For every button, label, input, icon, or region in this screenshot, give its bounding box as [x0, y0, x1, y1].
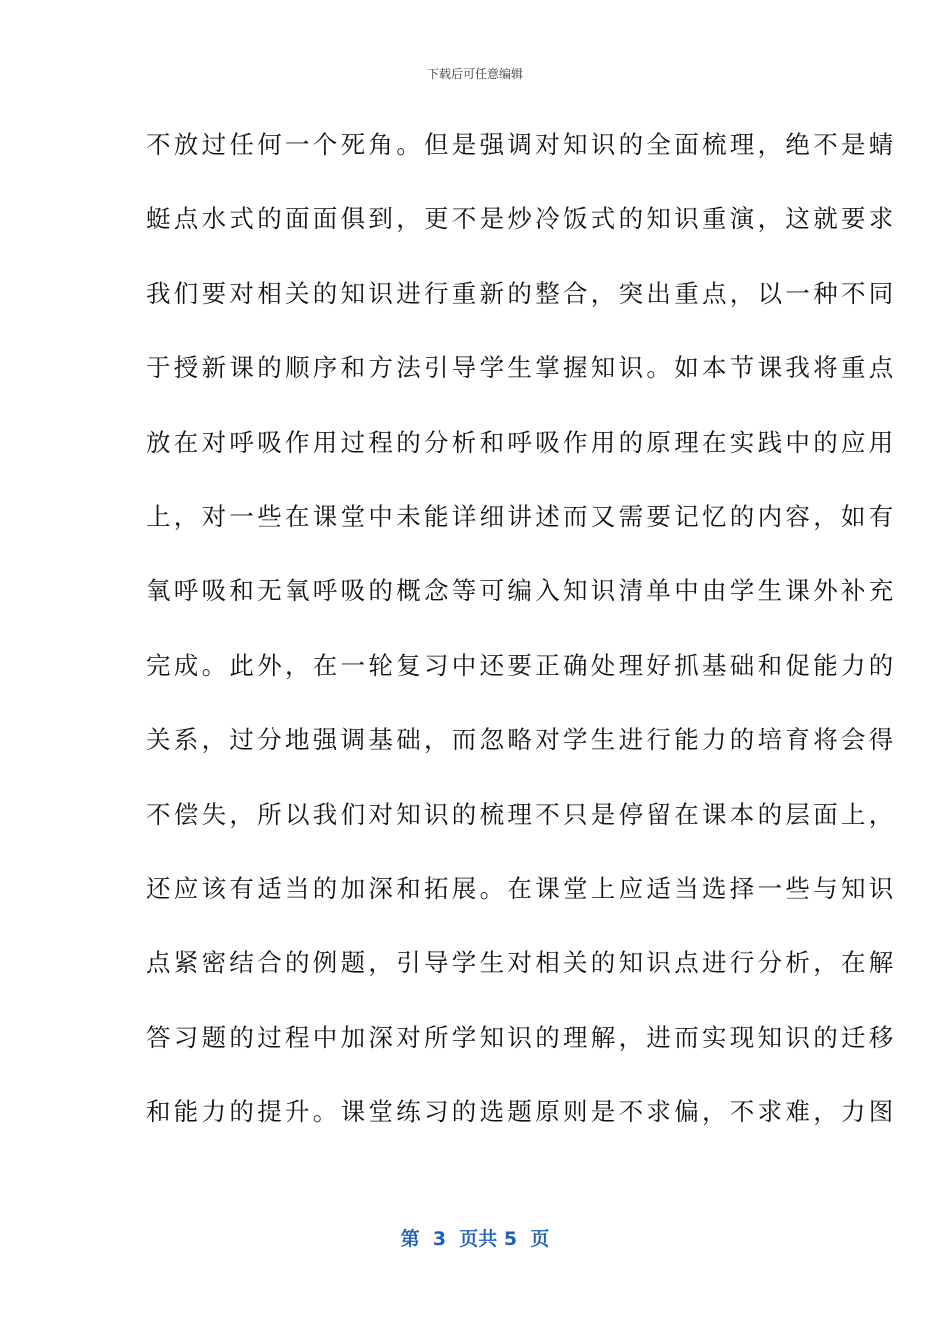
body-line-3: 我们要对相关的知识进行重新的整合，突出重点，以一种不同: [146, 278, 897, 308]
body-line-11: 还应该有适当的加深和拓展。在课堂上应适当选择一些与知识: [146, 873, 897, 903]
body-line-1: 不放过任何一个死角。但是强调对知识的全面梳理，绝不是蜻: [146, 130, 897, 159]
body-line-6: 上，对一些在课堂中未能详细讲述而又需要记忆的内容，如有: [146, 501, 897, 531]
body-line-5: 放在对呼吸作用过程的分析和呼吸作用的原理在实践中的应用: [146, 427, 897, 457]
body-line-2: 蜓点水式的面面俱到，更不是炒冷饭式的知识重演，这就要求: [146, 204, 897, 234]
body-line-9: 关系，过分地强调基础，而忽略对学生进行能力的培育将会得: [146, 725, 897, 755]
body-line-7: 氧呼吸和无氧呼吸的概念等可编入知识清单中由学生课外补充: [146, 576, 897, 606]
page-number-footer: 第 3 页共 5 页: [400, 1228, 550, 1250]
body-line-8: 完成。此外，在一轮复习中还要正确处理好抓基础和促能力的: [146, 650, 897, 680]
body-line-4: 于授新课的顺序和方法引导学生掌握知识。如本节课我将重点: [146, 353, 897, 383]
document-body: [146, 119, 897, 1160]
page-header: 下载后可任意编辑: [426, 67, 523, 81]
body-line-12: 点紧密结合的例题，引导学生对相关的知识点进行分析，在解: [146, 948, 897, 978]
body-line-10: 不偿失，所以我们对知识的梳理不只是停留在课本的层面上，: [146, 799, 897, 829]
body-line-14: 和能力的提升。课堂练习的选题原则是不求偏，不求难，力图: [146, 1097, 897, 1127]
body-line-13: 答习题的过程中加深对所学知识的理解，进而实现知识的迁移: [146, 1022, 897, 1052]
